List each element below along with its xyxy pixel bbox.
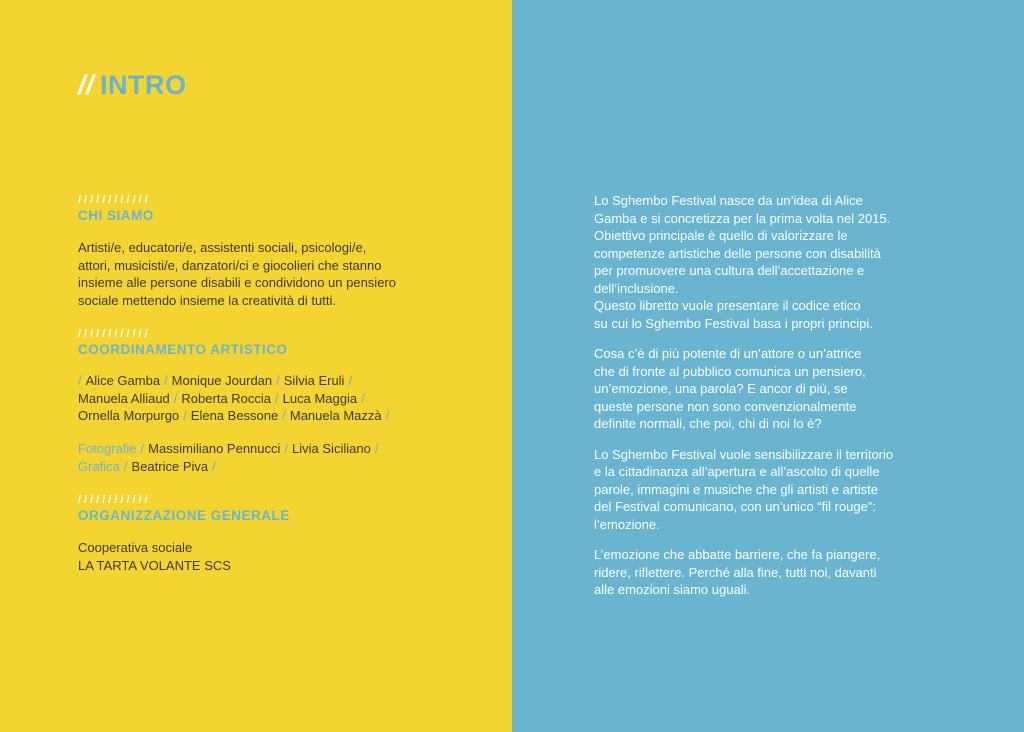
intro-body [594,192,974,612]
section-decoration: //////////// [78,494,151,506]
artist-name: Alice Gamba [85,373,161,388]
section-title: ORGANIZZAZIONE GENERALE [78,508,290,523]
credits-graphics-line [78,458,498,476]
names-line [78,372,498,390]
artist-name: Manuela Alliaud [78,390,170,406]
artist-name: Manuela Mazzà [289,408,382,423]
paragraph [594,192,974,332]
artist-names [78,372,498,425]
title-text: INTRO [100,70,187,100]
text-line: LA TARTA VOLANTE SCS [78,557,231,573]
separator: / [348,373,353,388]
text-line: attori, musicisti/e, danzatori/ci e giocolieri che stanno [78,257,382,273]
separator: / [173,390,178,406]
paragraph [594,446,974,534]
text-line: Artisti/e, educatori/e, assistenti sociali, psicologi/e, [78,240,367,255]
section-decoration: //////////// [78,194,151,206]
credit-name: Livia Siciliano [292,441,371,456]
section-title: CHI SIAMO [78,208,154,223]
chi-siamo-text [78,239,478,309]
text-line: alle emozioni siamo uguali. [594,582,751,597]
organizzazione-text [78,539,478,574]
text-line: definite normali, che poi, chi di noi lo è? [594,416,822,431]
text-line: parole, immagini e musiche che gli artisti e artiste [594,481,878,497]
separator: / [385,408,390,423]
separator: / [275,390,279,406]
separator: / [123,458,128,474]
separator: / [282,408,286,423]
text-line: Cosa c’è di più potente di un’attore o un’attrice [594,346,862,361]
credit-role: Grafica [78,458,120,474]
text-line: Lo Sghembo Festival vuole sensibilizzare il territorio [594,446,894,462]
title-slashes: // [78,70,95,100]
text-line: del Festival comunicano, con un’unico “fil rouge”: [594,499,876,514]
intro-title [78,70,187,101]
credit-name: Massimiliano Pennucci [148,441,281,456]
text-line: Cooperativa sociale [78,540,193,555]
text-line: Questo libretto vuole presentare il codice etico [594,298,861,313]
names-line [78,407,498,425]
section-decoration: //////////// [78,328,151,340]
artist-name: Silvia Eruli [283,373,345,388]
paragraph [594,345,974,433]
paragraph [594,546,974,599]
separator: / [140,441,145,456]
artist-name: Elena Bessone [190,408,279,423]
text-line: per promuovere una cultura dell’accettazione e [594,263,865,278]
artist-name: Luca Maggia [282,390,358,406]
separator: / [212,458,216,474]
separator: / [78,373,82,388]
text-line: Lo Sghembo Festival nasce da un’idea di Alice [594,193,863,208]
text-line: che di fronte al pubblico comunica un pensiero, [594,363,866,379]
names-line [78,390,498,408]
separator: / [276,373,280,388]
text-line: Gamba e si concretizza per la prima volta nel 2015. [594,210,891,226]
text-line: dell’inclusione. [594,280,679,296]
separator: / [284,441,289,456]
section-organizzazione [78,494,478,574]
text-line: competenze artistiche delle persone con disabilità [594,245,881,261]
text-line: ridere, riflettere. Perché alla fine, tutti noi, davanti [594,564,877,580]
text-line: Obiettivo principale è quello di valorizzare le [594,228,848,243]
separator: / [361,390,365,406]
text-line: su cui lo Sghembo Festival basa i propri principi. [594,315,873,331]
credit-role: Fotografie [78,441,137,456]
text-line: sociale mettendo insieme la creatività di tutti. [78,292,336,308]
text-line: insieme alle persone disabili e condividono un pensiero [78,275,396,290]
credits-photo-line [78,440,498,458]
section-title: COORDINAMENTO ARTISTICO [78,342,288,357]
artist-name: Monique Jourdan [171,373,273,388]
text-line: queste persone non sono convenzionalmente [594,398,857,414]
text-line: l’emozione. [594,516,660,532]
credit-name: Beatrice Piva [131,458,209,474]
credits [78,440,498,475]
text-line: e la cittadinanza all’apertura e all’ascolto di quelle [594,464,880,479]
separator: / [164,373,168,388]
section-coordinamento [78,328,498,425]
text-line: un’emozione, una parola? E ancor di più, se [594,381,848,396]
artist-name: Ornella Morpurgo [78,408,180,423]
separator: / [374,441,379,456]
text-line: L’emozione che abbatte barriere, che fa piangere, [594,547,881,562]
artist-name: Roberta Roccia [181,390,272,406]
section-chi-siamo [78,194,478,309]
separator: / [183,408,187,423]
